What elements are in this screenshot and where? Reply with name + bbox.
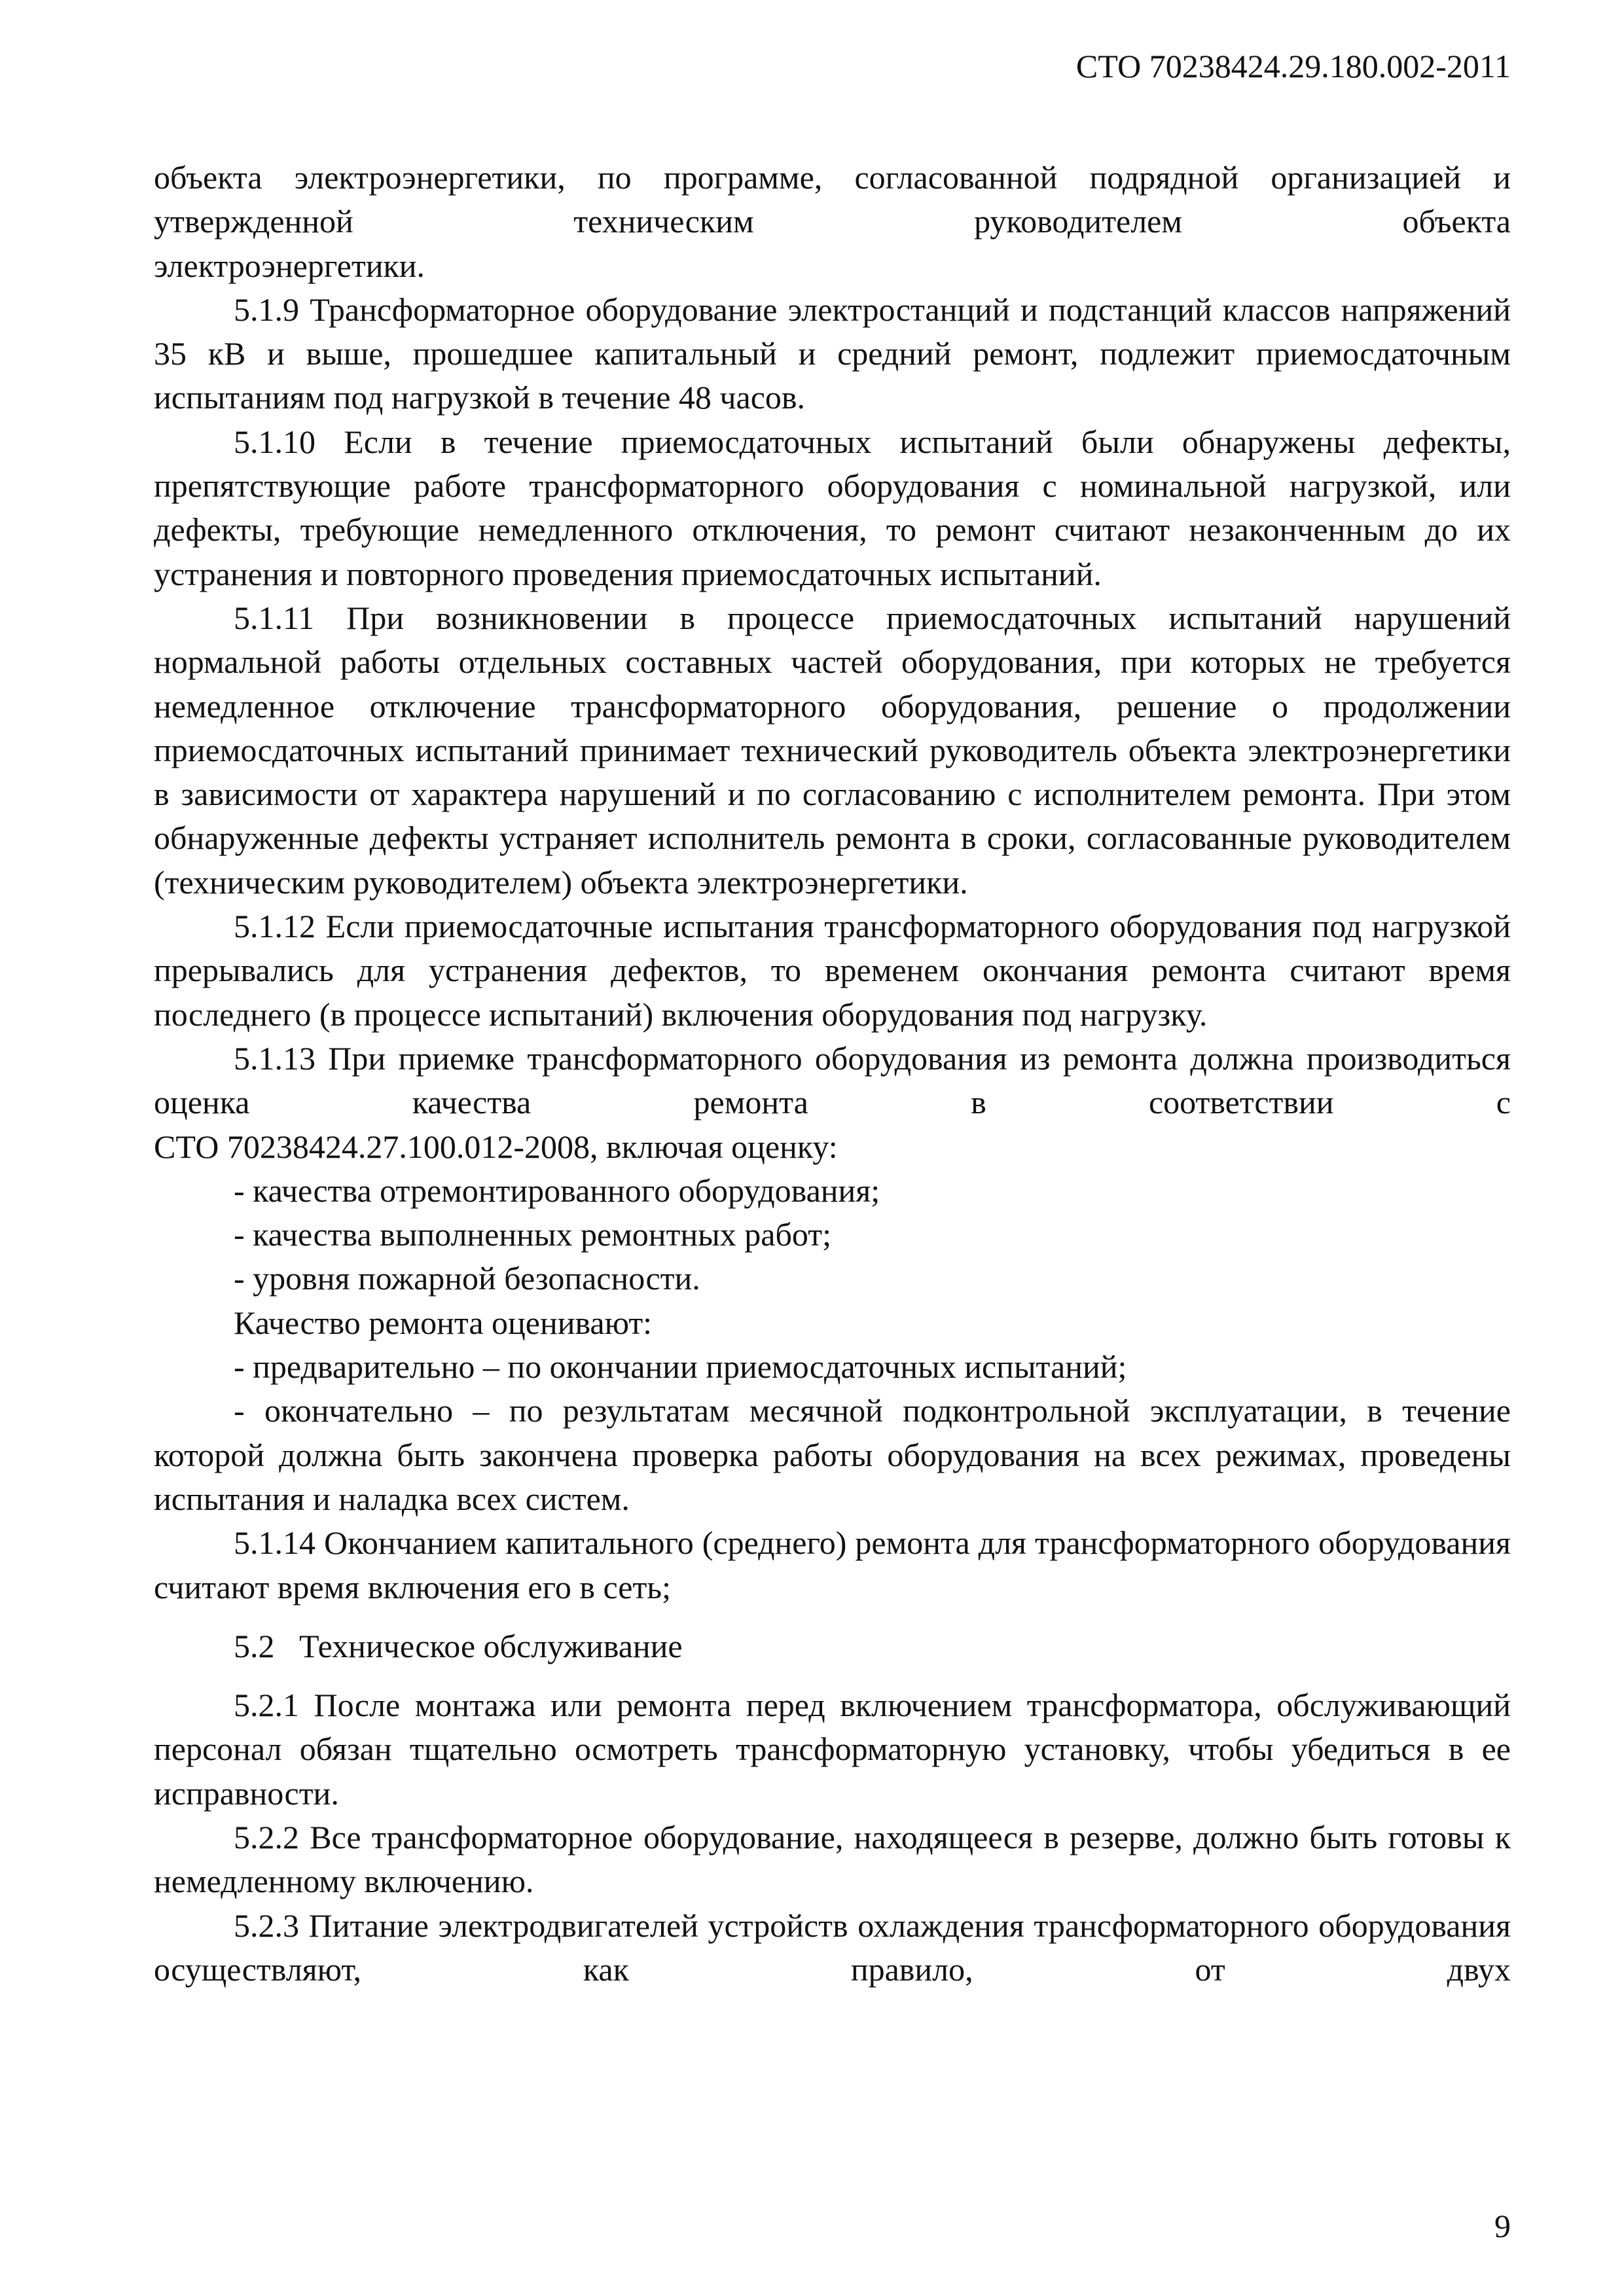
paragraph-5-1-12: 5.1.12 Если приемосдаточные испытания трансформаторного оборудования под нагрузкой прерывались для устранения дефектов, то временем окончания ремонта считают время последнего (в процессе испытаний) включения оборудования под нагрузку. xyxy=(154,908,1511,1033)
paragraph-5-2-1: 5.2.1 После монтажа или ремонта перед включением трансформатора, обслуживающий персонал обязан тщательно осмотреть трансформаторную установку, чтобы убедиться в ее исправности. xyxy=(154,1687,1511,1812)
list-item: - качества выполненных ремонтных работ; xyxy=(234,1216,831,1253)
paragraph-5-1-14: 5.1.14 Окончанием капитального (среднего) ремонта для трансформаторного оборудования считают время включения его в сеть; xyxy=(154,1524,1511,1605)
list-item-long: - окончательно – по результатам месячной подконтрольной эксплуатации, в течение которой должна быть закончена проверка работы оборудования на всех режимах, проведены испытания и наладка всех систем. xyxy=(154,1392,1511,1517)
paragraph-5-1-9: 5.1.9 Трансформаторное оборудование электростанций и подстанций классов напряжений 35 кВ и выше, прошедшее капитальный и средний ремонт, подлежит приемосдаточным испытаниям под нагрузкой в течение 48 часов. xyxy=(154,291,1511,416)
list-item: - предварительно – по окончании приемосдаточных испытаний; xyxy=(234,1348,1127,1386)
paragraph-continuation-end: электроэнергетики. xyxy=(154,247,425,284)
section-heading-5-2: 5.2 Техническое обслуживание xyxy=(234,1627,683,1664)
quality-intro: Качество ремонта оценивают: xyxy=(234,1304,653,1341)
paragraph-continuation: объекта электроэнергетики, по программе, согласованной подрядной организацией и утвержденной техническим руководителем объекта xyxy=(154,159,1511,240)
page-number: 9 xyxy=(1494,2208,1511,2244)
paragraph-5-1-13: 5.1.13 При приемке трансформаторного оборудования из ремонта должна производиться оценка качества ремонта в соответствии с xyxy=(154,1039,1511,1121)
paragraph-5-2-3: 5.2.3 Питание электродвигателей устройств охлаждения трансформаторного оборудования осуществляют, как правило, от двух xyxy=(154,1907,1511,1988)
document-body xyxy=(154,156,1511,1992)
list-item: - уровня пожарной безопасности. xyxy=(234,1260,700,1297)
paragraph-5-1-13-end: СТО 70238424.27.100.012-2008, включая оценку: xyxy=(154,1128,838,1165)
paragraph-5-1-10: 5.1.10 Если в течение приемосдаточных испытаний были обнаружены дефекты, препятствующие работе трансформаторного оборудования с номинальной нагрузкой, или дефекты, требующие немедленного отключения, то ремонт считают незаконченным до их устранения и повторного проведения приемосдаточных испытаний. xyxy=(154,423,1511,592)
list-item: - качества отремонтированного оборудования; xyxy=(234,1172,880,1209)
paragraph-5-2-2: 5.2.2 Все трансформаторное оборудование, находящееся в резерве, должно быть готовы к немедленному включению. xyxy=(154,1818,1511,1900)
paragraph-5-1-11: 5.1.11 При возникновении в процессе приемосдаточных испытаний нарушений нормальной работы отдельных составных частей оборудования, при которых не требуется немедленное отключение трансформаторного оборудования, решение о продолжении приемосдаточных испытаний принимает технический руководитель объекта электроэнергетики в зависимости от характера нарушений и по согласованию с исполнителем ремонта. При этом обнаруженные дефекты устраняет исполнитель ремонта в сроки, согласованные руководителем (техническим руководителем) объекта электроэнергетики. xyxy=(154,599,1511,901)
document-code-header: СТО 70238424.29.180.002-2011 xyxy=(1075,48,1511,84)
